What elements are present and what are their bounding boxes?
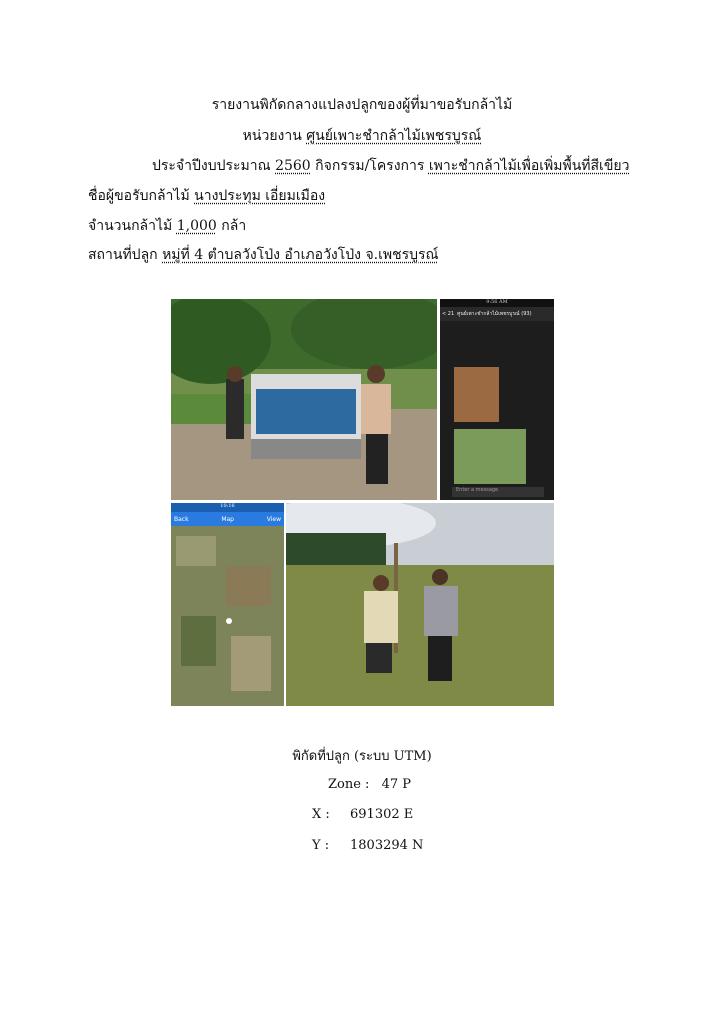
budget-line bbox=[152, 155, 629, 177]
map-view-button[interactable]: View bbox=[266, 515, 281, 523]
location-value: หมู่ที่ 4 ตำบลวังโป่ง อำเภอวังโป่ง จ.เพชรบูรณ์ bbox=[162, 247, 439, 263]
map-status-bar: 10:16 bbox=[171, 503, 284, 512]
y-row bbox=[312, 838, 424, 853]
location-line bbox=[88, 244, 439, 266]
chat-image-planting[interactable] bbox=[454, 367, 499, 422]
quantity-line bbox=[88, 215, 246, 237]
map-nav-bar bbox=[171, 512, 284, 526]
y-value: 1803294 N bbox=[350, 838, 424, 853]
location-label: สถานที่ปลูก bbox=[88, 247, 158, 263]
quantity-value: 1,000 bbox=[176, 218, 217, 234]
recipient-line bbox=[88, 185, 325, 207]
chat-title: ศูนย์เพาะชำกล้าไม้เพชรบูรณ์ (93) bbox=[457, 311, 532, 317]
zone-value: 47 P bbox=[381, 777, 411, 792]
report-title: รายงานพิกัดกลางแปลงปลูกของผู้ที่มาขอรับกล้าไม้ bbox=[211, 97, 513, 113]
recipient-label: ชื่อผู้ขอรับกล้าไม้ bbox=[88, 188, 190, 204]
quantity-unit: กล้า bbox=[221, 218, 247, 234]
x-value: 691302 E bbox=[350, 807, 414, 822]
satellite-map[interactable] bbox=[171, 526, 284, 706]
quantity-label: จำนวนกล้าไม้ bbox=[88, 218, 173, 234]
activity-value: เพาะชำกล้าไม้เพื่อเพิ่มพื้นที่สีเขียว bbox=[428, 158, 630, 174]
chat-header bbox=[440, 307, 554, 321]
chat-status-bar: 9:56 AM bbox=[440, 299, 554, 307]
chat-back-button[interactable]: < 21 bbox=[442, 311, 455, 317]
chat-image-seedlings[interactable] bbox=[454, 429, 526, 484]
map-title: Map bbox=[221, 515, 234, 523]
location-pin-icon bbox=[226, 618, 232, 624]
activity-label: กิจกรรม/โครงการ bbox=[315, 158, 425, 174]
delivery-photo bbox=[171, 299, 437, 500]
recipient-value: นางประทุม เอี่ยมเมือง bbox=[194, 188, 326, 204]
budget-label: ประจำปีงบประมาณ bbox=[152, 158, 271, 174]
map-screenshot bbox=[171, 503, 284, 706]
agency-label: หน่วยงาน bbox=[242, 128, 302, 144]
chat-screenshot bbox=[440, 299, 554, 500]
field-photo bbox=[286, 503, 554, 706]
zone-label: Zone : bbox=[328, 777, 370, 792]
x-row bbox=[312, 807, 414, 822]
y-label: Y : bbox=[312, 838, 330, 853]
chat-message-input[interactable]: Enter a message bbox=[452, 487, 544, 497]
zone-row bbox=[328, 777, 411, 792]
budget-year: 2560 bbox=[275, 158, 311, 174]
agency-value: ศูนย์เพาะชำกล้าไม้เพชรบูรณ์ bbox=[306, 128, 482, 144]
x-label: X : bbox=[312, 807, 330, 822]
map-back-button[interactable]: Back bbox=[174, 515, 189, 523]
agency-line bbox=[0, 125, 724, 147]
coordinates-heading: พิกัดที่ปลูก (ระบบ UTM) bbox=[292, 749, 432, 764]
